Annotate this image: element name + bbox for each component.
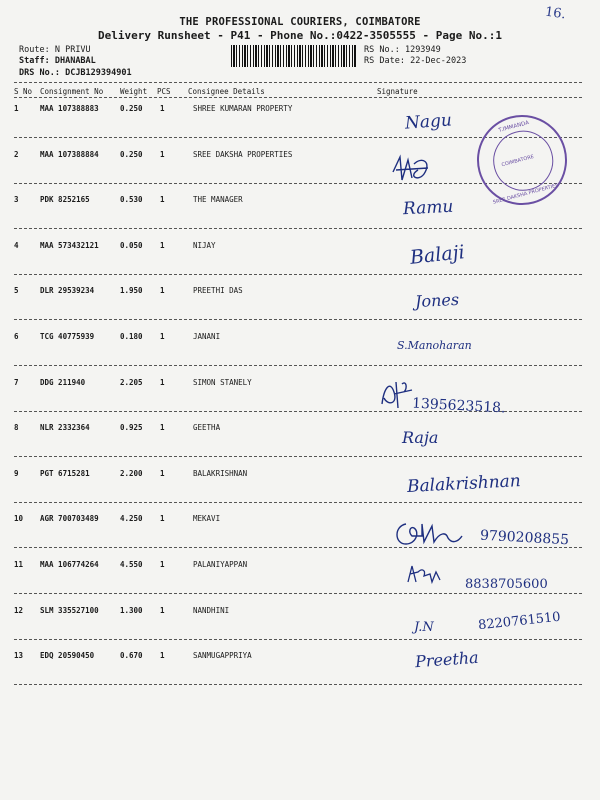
row-sno: 2 (14, 149, 19, 159)
row-consignee: NIJAY (193, 240, 216, 250)
company-title: THE PROFESSIONAL COURIERS, COIMBATORE (179, 16, 421, 28)
row-divider (14, 456, 582, 457)
runsheet-title: Delivery Runsheet - P41 - Phone No.:0422-3505555 - Page No.:1 (98, 29, 502, 42)
row-consignment-no: EDQ 20590450 (40, 651, 95, 661)
row-pcs: 1 (160, 377, 165, 387)
row-consignee: THE MANAGER (193, 195, 243, 205)
row-sno: 4 (14, 240, 19, 250)
drs-line (19, 68, 132, 78)
row-pcs: 1 (160, 605, 165, 615)
route-label: Route: (19, 45, 50, 55)
row-consignee: JANANI (193, 332, 221, 341)
signature-row-13: Preetha (414, 647, 480, 672)
row-sno: 10 (14, 514, 24, 524)
row-divider (14, 684, 582, 685)
row-pcs: 1 (160, 104, 165, 113)
stamp-side-text: T.IMMANDA (497, 120, 530, 134)
row-consignment-no: DDG 211940 (40, 377, 86, 387)
row-consignment-no: SLM 335527100 (40, 605, 99, 615)
signature-scribble-row-10 (392, 518, 468, 550)
header-divider-bottom (14, 97, 582, 98)
row-consignment-no: TCG 40775939 (40, 332, 95, 341)
row-divider (14, 228, 582, 229)
col-pcs: PCS (157, 87, 171, 96)
staff-line (19, 56, 96, 66)
rs-no-line (364, 45, 441, 55)
row-weight: 0.670 (120, 651, 143, 661)
row-weight: 0.250 (120, 149, 143, 159)
staff-value: DHANABAL (54, 56, 96, 66)
row-consignee: PREETHI DAS (193, 286, 243, 296)
signature-row-6: S.Manoharan (397, 339, 472, 352)
drs-value: DCJB129394901 (65, 68, 132, 78)
row-sno: 12 (14, 605, 24, 615)
row-pcs: 1 (160, 468, 165, 478)
rs-date-line (364, 56, 466, 66)
signature-row-3: Ramu (402, 196, 454, 220)
table-row (0, 423, 600, 469)
row-sno: 5 (14, 286, 19, 296)
row-pcs: 1 (160, 514, 165, 524)
row-divider (14, 639, 582, 640)
page-number-mark: 16. (544, 4, 567, 23)
row-weight: 0.530 (120, 195, 143, 205)
col-consignment: Consignment No (40, 87, 104, 96)
row-consignment-no: DLR 29539234 (40, 286, 95, 296)
table-row (0, 378, 600, 424)
phone-row-11: 8838705600 (465, 577, 548, 592)
row-pcs: 1 (160, 240, 165, 250)
row-consignee: SANMUGAPPRIYA (193, 651, 252, 661)
table-row (0, 241, 600, 287)
row-consignee: MEKAVI (193, 514, 221, 524)
row-sno: 1 (14, 104, 19, 113)
row-sno: 9 (14, 468, 19, 478)
row-consignment-no: MAA 573432121 (40, 240, 99, 250)
row-sno: 6 (14, 332, 19, 341)
row-consignee: NANDHINI (193, 605, 230, 615)
row-consignment-no: MAA 107388884 (40, 149, 99, 159)
header-divider-top (14, 82, 582, 83)
row-consignee: GEETHA (193, 423, 221, 433)
col-signature: Signature (377, 87, 418, 96)
row-consignment-no: AGR 700703489 (40, 514, 99, 524)
drs-label: DRS No.: (19, 68, 60, 78)
row-divider (14, 319, 582, 320)
row-weight: 1.300 (120, 605, 143, 615)
row-weight: 4.550 (120, 560, 143, 569)
signature-scribble-row-11 (404, 562, 444, 588)
col-sno: S No (14, 87, 33, 96)
row-consignee: BALAKRISHNAN (193, 468, 248, 478)
row-weight: 2.205 (120, 377, 143, 387)
rs-date-label: RS Date: (364, 56, 405, 66)
row-pcs: 1 (160, 332, 165, 341)
route-value: N PRIVU (54, 45, 91, 55)
row-pcs: 1 (160, 286, 165, 296)
table-row (0, 651, 600, 697)
stamp-center-text: COIMBATORE (500, 153, 535, 169)
signature-scribble-row-2 (388, 152, 448, 188)
row-weight: 0.925 (120, 423, 143, 433)
row-pcs: 1 (160, 560, 165, 569)
row-weight: 4.250 (120, 514, 143, 524)
signature-row-5: Jones (414, 289, 460, 312)
row-weight: 1.950 (120, 286, 143, 296)
barcode (231, 45, 357, 67)
row-divider (14, 502, 582, 503)
row-pcs: 1 (160, 423, 165, 433)
phone-row-7: 1395623518. (411, 395, 506, 417)
row-sno: 8 (14, 423, 19, 433)
row-consignee: SREE DAKSHA PROPERTIES (193, 149, 293, 159)
row-divider (14, 274, 582, 275)
row-sno: 7 (14, 377, 19, 387)
row-pcs: 1 (160, 195, 165, 205)
staff-label: Staff: (19, 56, 50, 66)
row-weight: 0.250 (120, 104, 143, 113)
route-line (19, 45, 91, 55)
row-consignee: PALANIYAPPAN (193, 560, 248, 569)
rs-date-value: 22-Dec-2023 (410, 56, 467, 66)
row-divider (14, 593, 582, 594)
table-row (0, 332, 600, 378)
row-consignment-no: NLR 2332364 (40, 423, 90, 433)
row-consignment-no: MAA 107388883 (40, 104, 99, 113)
signature-row-9: Balakrishnan (406, 471, 522, 497)
row-consignment-no: PGT 6715281 (40, 468, 90, 478)
signature-row-8: Raja (402, 428, 439, 447)
rs-no-label: RS No.: (364, 45, 400, 55)
phone-row-12: 8220761510 (477, 609, 562, 634)
phone-row-10: 9790208855 (479, 527, 570, 549)
signature-row-12: J.N (414, 620, 434, 635)
row-weight: 0.050 (120, 240, 143, 250)
row-pcs: 1 (160, 149, 165, 159)
col-consignee: Consignee Details (188, 87, 265, 96)
row-sno: 11 (14, 560, 24, 569)
row-weight: 2.200 (120, 468, 143, 478)
row-consignment-no: PDK 8252165 (40, 195, 90, 205)
row-weight: 0.180 (120, 332, 143, 341)
row-sno: 13 (14, 651, 24, 661)
stamp-top-text: SREE DAKSHA PROPERTIES (492, 182, 560, 206)
rs-no-value: 1293949 (404, 45, 441, 55)
row-divider (14, 365, 582, 366)
row-consignee: SHREE KUMARAN PROPERTY (193, 104, 293, 113)
table-row (0, 286, 600, 332)
signature-row-4: Balaji (408, 241, 466, 269)
col-weight: Weight (120, 87, 148, 96)
row-pcs: 1 (160, 651, 165, 661)
row-consignment-no: MAA 106774264 (40, 560, 99, 569)
row-consignee: SIMON STANELY (193, 377, 252, 387)
row-sno: 3 (14, 195, 19, 205)
signature-row-1: Nagu (404, 110, 453, 134)
row-divider (14, 547, 582, 548)
